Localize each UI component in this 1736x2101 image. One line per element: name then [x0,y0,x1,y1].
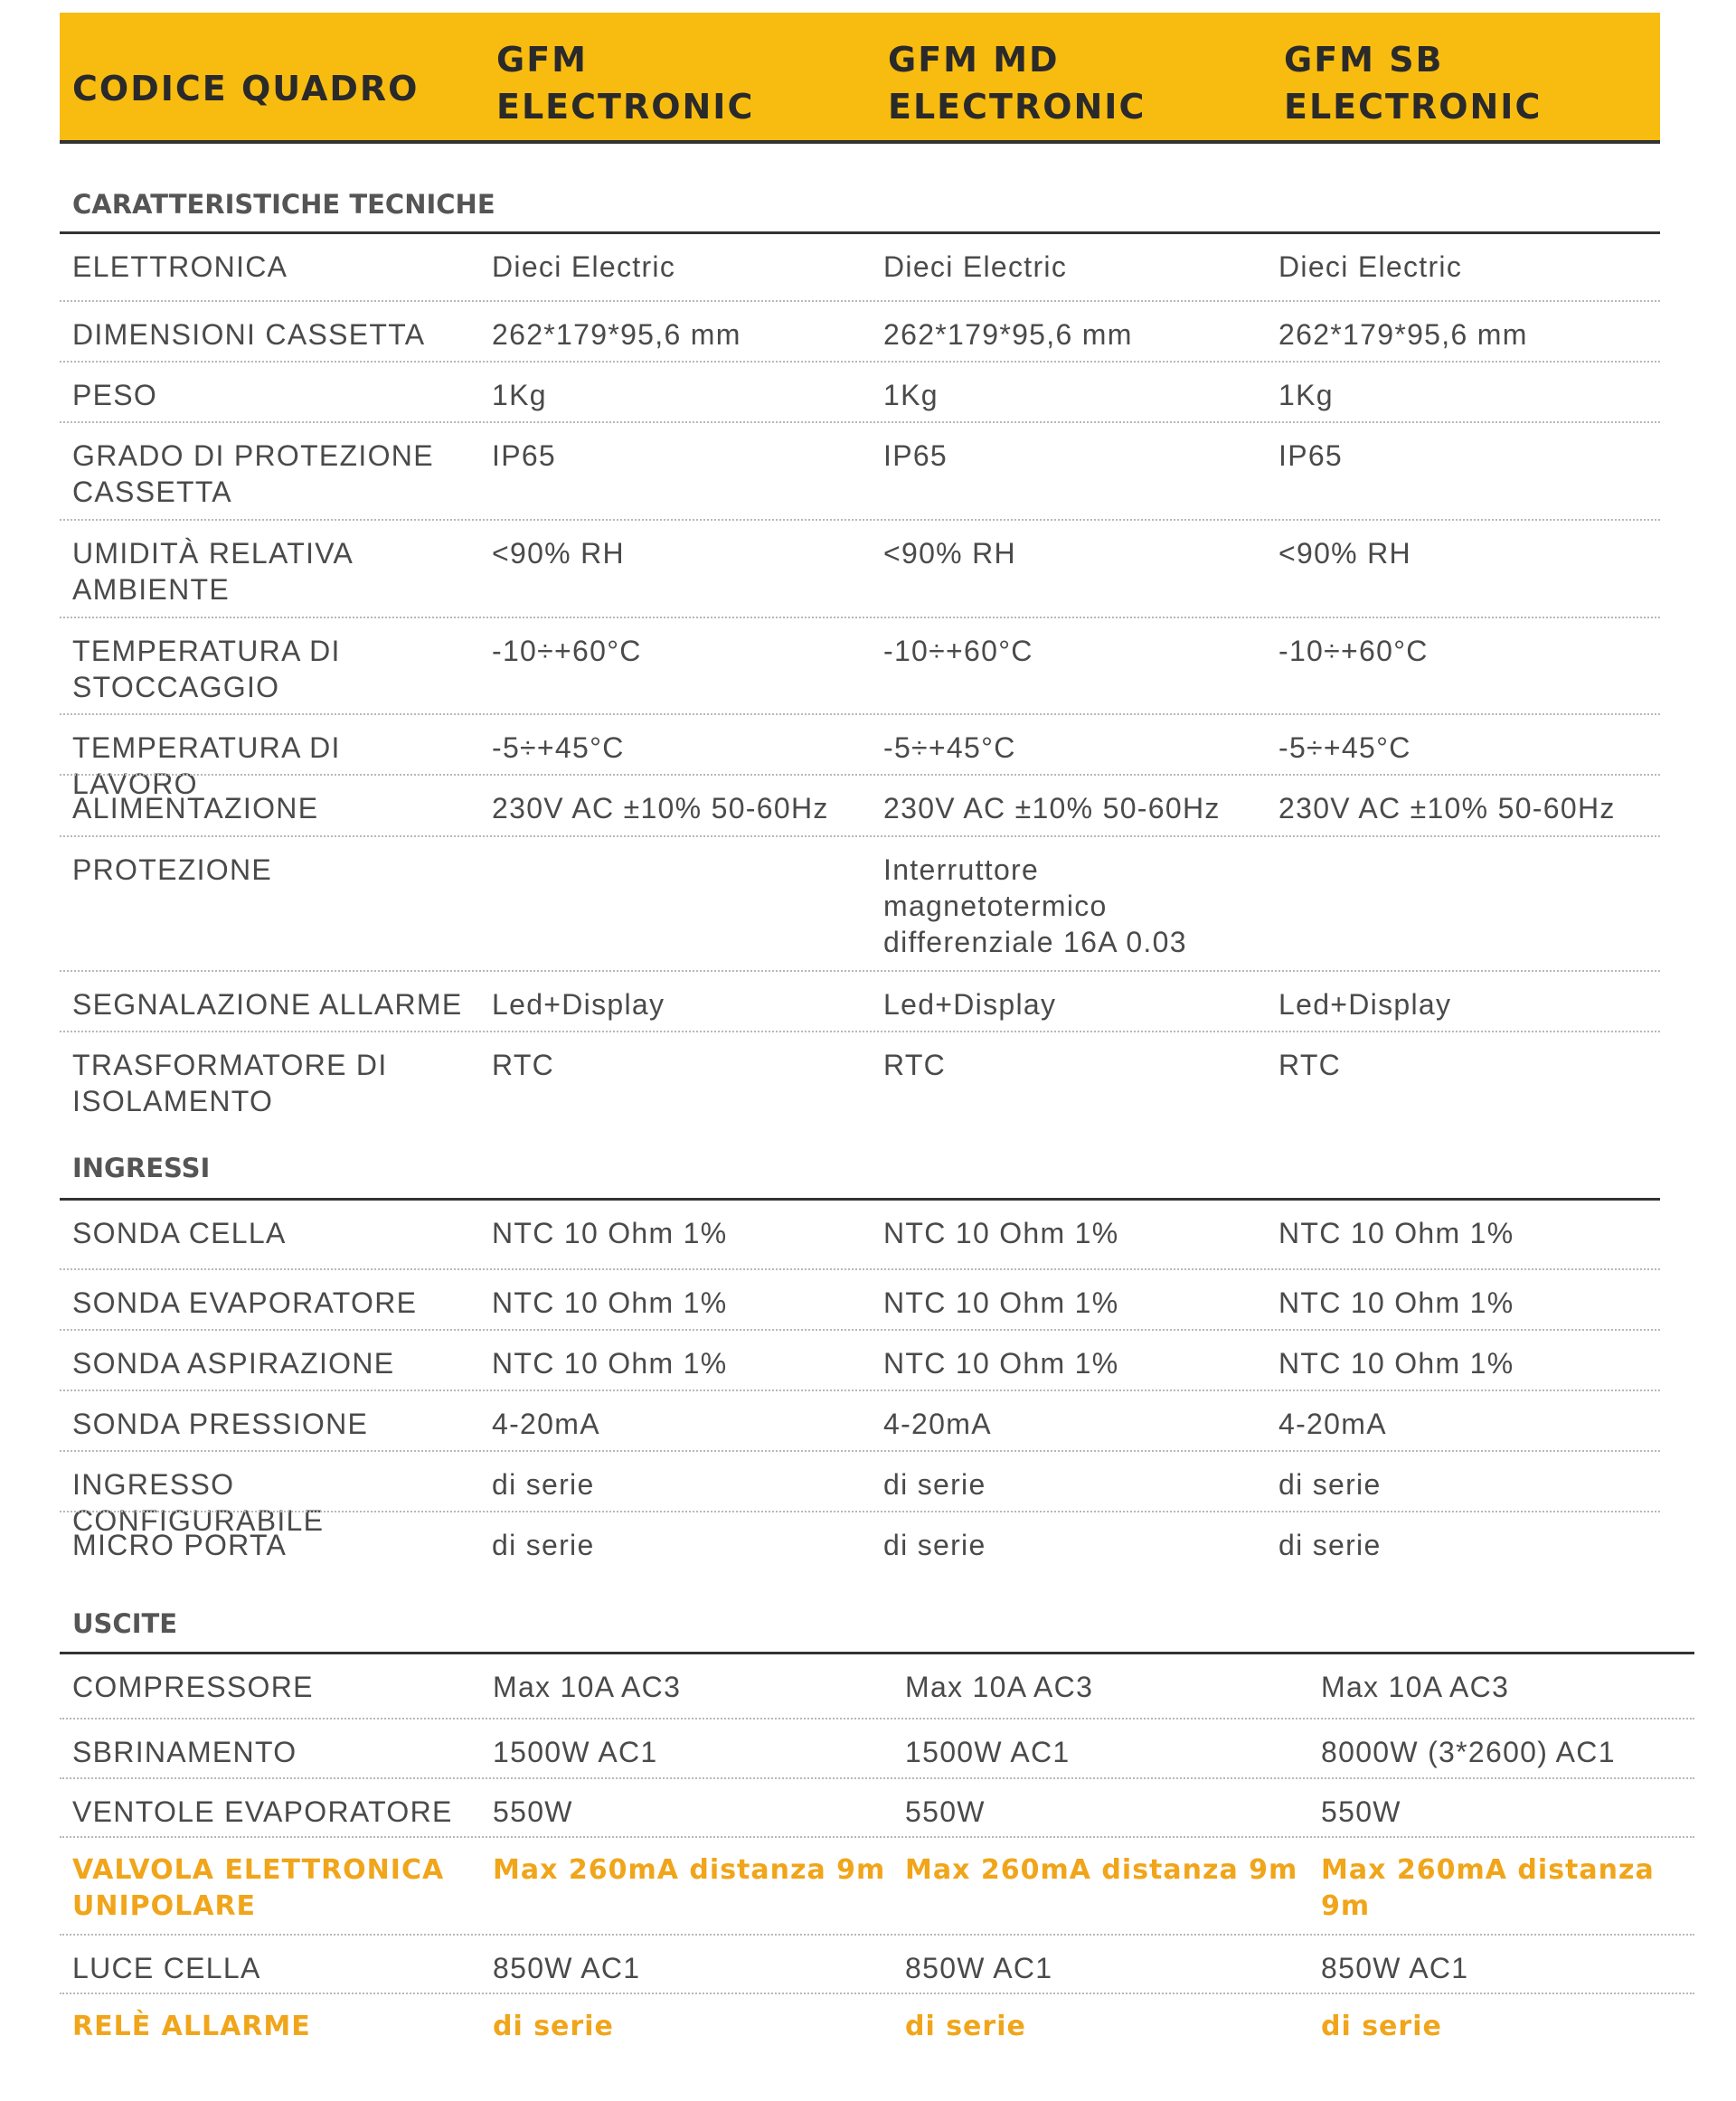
row-value-col-3: 262*179*95,6 mm [1278,318,1528,351]
row-label: TEMPERATURA DI LAVORO [72,731,341,800]
row-label: MICRO PORTA [72,1529,288,1561]
table-row [60,1270,1660,1331]
row-value-col-3: 230V AC ±10% 50-60Hz [1278,792,1616,824]
row-label: UMIDITÀ RELATIVA AMBIENTE [72,537,354,606]
row-label: INGRESSO CONFIGURABILE [72,1468,325,1537]
row-value-col-2: NTC 10 Ohm 1% [883,1217,1119,1249]
row-label: SONDA EVAPORATORE [72,1286,418,1319]
row-value-col-3: 8000W (3*2600) AC1 [1321,1736,1616,1768]
row-value-col-2: NTC 10 Ohm 1% [883,1286,1119,1319]
row-value-col-2: NTC 10 Ohm 1% [883,1347,1119,1380]
row-value-col-2: IP65 [883,439,948,472]
table-row [60,1779,1694,1838]
row-value-col-2: 550W [905,1795,986,1828]
table-row [60,234,1660,302]
row-value-col-3: Max 260mA distanza 9m [1321,1854,1655,1922]
table-row [60,1838,1694,1936]
row-label: SEGNALAZIONE ALLARME [72,988,463,1021]
table-row [60,1391,1660,1452]
row-value-col-1: 4-20mA [492,1408,600,1440]
header-gfm-sb-electronic: GFM SB ELECTRONIC [1284,40,1543,127]
row-value-col-1: NTC 10 Ohm 1% [492,1286,728,1319]
row-value-col-1: Max 260mA distanza 9m [493,1854,886,1886]
row-value-col-3: 4-20mA [1278,1408,1387,1440]
row-label: SONDA PRESSIONE [72,1408,369,1440]
row-value-col-2: 850W AC1 [905,1952,1053,1984]
row-value-col-3: 550W [1321,1795,1401,1828]
row-value-col-2: di serie [883,1529,986,1561]
row-label: LUCE CELLA [72,1952,261,1984]
row-value-col-1: 1500W AC1 [493,1736,658,1768]
row-value-col-2: 4-20mA [883,1408,992,1440]
section-title-ingressi: INGRESSI [72,1153,211,1183]
row-value-col-2: 1Kg [883,379,939,411]
row-label: TRASFORMATORE DI ISOLAMENTO [72,1049,388,1117]
row-value-col-1: 230V AC ±10% 50-60Hz [492,792,829,824]
row-value-col-2: <90% RH [883,537,1016,570]
row-value-col-3: NTC 10 Ohm 1% [1278,1217,1514,1249]
table-row [60,972,1660,1032]
row-label: VALVOLA ELETTRONICA UNIPOLARE [72,1854,445,1922]
row-value-col-2: 230V AC ±10% 50-60Hz [883,792,1221,824]
row-value-col-2: Max 260mA distanza 9m [905,1854,1298,1886]
row-value-col-3: 850W AC1 [1321,1952,1469,1984]
row-label: ELETTRONICA [72,250,288,283]
table-row [60,1936,1694,1994]
row-value-col-1: Led+Display [492,988,665,1021]
row-value-col-3: di serie [1278,1468,1382,1501]
row-label: SONDA ASPIRAZIONE [72,1347,395,1380]
table-header [60,13,1660,144]
table-row [60,423,1660,521]
table-row [60,776,1660,837]
row-value-col-1: -10÷+60°C [492,635,642,667]
row-value-col-1: 1Kg [492,379,547,411]
row-value-col-1: <90% RH [492,537,625,570]
row-value-col-1: di serie [492,1468,595,1501]
table-row [60,1719,1694,1779]
row-value-col-3: 1Kg [1278,379,1334,411]
header-gfm-md-electronic: GFM MD ELECTRONIC [888,40,1146,127]
row-value-col-3: -5÷+45°C [1278,731,1411,764]
row-value-col-3: NTC 10 Ohm 1% [1278,1286,1514,1319]
row-value-col-2: 1500W AC1 [905,1736,1071,1768]
table-row [60,837,1660,972]
row-value-col-1: 550W [493,1795,573,1828]
row-value-col-1: Max 10A AC3 [493,1671,682,1703]
row-label: DIMENSIONI CASSETTA [72,318,426,351]
row-label: GRADO DI PROTEZIONE CASSETTA [72,439,434,508]
row-value-col-3: RTC [1278,1049,1342,1081]
row-label: VENTOLE EVAPORATORE [72,1795,453,1828]
table-row [60,618,1660,715]
row-value-col-2: di serie [905,2011,1026,2042]
row-label: RELÈ ALLARME [72,2011,311,2042]
table-row [60,1452,1660,1537]
table-row [60,1654,1694,1719]
table-row [60,302,1660,363]
table-row [60,363,1660,423]
row-value-col-3: <90% RH [1278,537,1411,570]
row-value-col-3: Max 10A AC3 [1321,1671,1510,1703]
row-value-col-2: di serie [883,1468,986,1501]
header-gfm-electronic: GFM ELECTRONIC [496,40,755,127]
section-title-caratteristiche-tecniche: CARATTERISTICHE TECNICHE [72,189,495,220]
row-label: SONDA CELLA [72,1217,287,1249]
row-value-col-1: 850W AC1 [493,1952,641,1984]
row-value-col-1: IP65 [492,439,557,472]
row-value-col-2: RTC [883,1049,947,1081]
row-value-col-2: Interruttore magnetotermico differenziale 16A 0.03 [883,853,1187,958]
row-label: PESO [72,379,158,411]
row-value-col-1: Dieci Electric [492,250,676,283]
row-value-col-1: NTC 10 Ohm 1% [492,1217,728,1249]
row-value-col-2: 262*179*95,6 mm [883,318,1133,351]
row-label: COMPRESSORE [72,1671,314,1703]
row-value-col-1: RTC [492,1049,555,1081]
row-value-col-3: di serie [1321,2011,1442,2042]
row-label: PROTEZIONE [72,853,273,886]
row-label: ALIMENTAZIONE [72,792,319,824]
row-value-col-1: NTC 10 Ohm 1% [492,1347,728,1380]
header-codice-quadro: CODICE QUADRO [72,69,420,108]
row-value-col-3: -10÷+60°C [1278,635,1429,667]
table-row [60,1994,1694,2070]
row-value-col-1: -5÷+45°C [492,731,625,764]
row-value-col-3: Led+Display [1278,988,1452,1021]
table-row [60,1032,1660,1130]
row-label: TEMPERATURA DI STOCCAGGIO [72,635,341,703]
table-row [60,1512,1660,1575]
row-value-col-2: Dieci Electric [883,250,1068,283]
row-value-col-3: NTC 10 Ohm 1% [1278,1347,1514,1380]
row-label: SBRINAMENTO [72,1736,297,1768]
row-value-col-3: Dieci Electric [1278,250,1463,283]
table-row [60,1201,1660,1270]
row-value-col-1: 262*179*95,6 mm [492,318,741,351]
row-value-col-2: -5÷+45°C [883,731,1016,764]
table-row [60,715,1660,800]
row-value-col-2: Led+Display [883,988,1057,1021]
section-title-uscite: USCITE [72,1608,178,1639]
table-row [60,521,1660,618]
table-row [60,1331,1660,1391]
row-value-col-3: IP65 [1278,439,1344,472]
row-value-col-2: Max 10A AC3 [905,1671,1094,1703]
row-value-col-3: di serie [1278,1529,1382,1561]
row-value-col-1: di serie [492,1529,595,1561]
row-value-col-1: di serie [493,2011,614,2042]
row-value-col-2: -10÷+60°C [883,635,1033,667]
